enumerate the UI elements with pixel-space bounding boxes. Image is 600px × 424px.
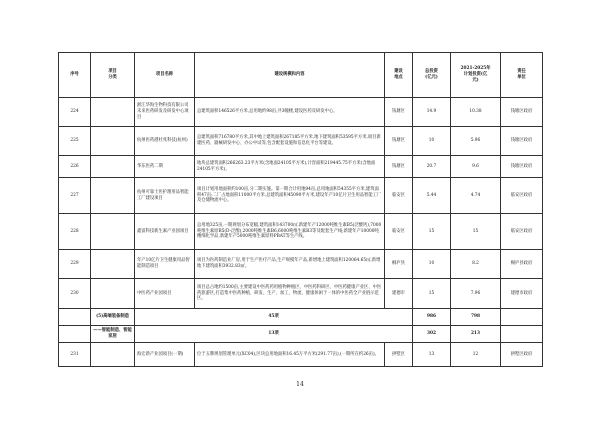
- subtotal-row-smart-manufacturing: [59, 326, 543, 343]
- row-content: 总用地325亩,一期规划分布宽幅,建筑面积143700㎡,新建年产12000吨维生素B5(泛酸钙),7000吨维生素原B5(D-泛醇),2000吨维生素B6,6000吨维生素B3等及配套生产线;新建年产10000吨精细化学品,新建年产5000吨维生素原料PBAT等生产线。: [195, 214, 385, 250]
- header-total-investment: 总投资 (亿元): [413, 53, 451, 98]
- row-total: 20.7: [413, 156, 451, 178]
- row-unit: 钱塘区政府: [501, 127, 543, 156]
- row-unit: 拱墅区政府: [501, 343, 543, 367]
- project-table: [58, 52, 543, 367]
- row-no: 231: [59, 343, 91, 367]
- row-content: 总建筑面积146526平方米,总用地约98亩,共3幢楼,建设医药及研发中心。: [195, 98, 385, 127]
- row-no: 229: [59, 250, 91, 279]
- row-category: [91, 156, 135, 178]
- subtotal-blank: [501, 326, 543, 343]
- row-content: 项目为医药制造业厂房,用于生产医疗产品,生产规模年产品,新增地上建筑面积120064.65㎡,新增地下建筑面积3932.83㎡。: [195, 250, 385, 279]
- header-plan-investment: 2021-2025年 计划投资(亿 元): [451, 53, 501, 98]
- header-location: 建设 地点: [385, 53, 413, 98]
- row-total: 10: [413, 250, 451, 279]
- row-no: 226: [59, 156, 91, 178]
- subtotal-row-high-end-equipment: [59, 309, 543, 326]
- row-location: 建德市: [385, 279, 413, 309]
- subtotal-blank: [59, 309, 91, 326]
- row-content: 项目计划用地面积约100亩,分二期实施。第一期合计用地94亩,总用地面积54355平方米,建筑面积47亩;二厂占地面积11000平方米,总建筑面积45090平方米,建设年产10亿片卫生用品智能工厂及仓储物流中心。: [195, 178, 385, 214]
- subtotal-total: 302: [413, 326, 451, 343]
- row-no: 228: [59, 214, 91, 250]
- row-content: 位于五牌规划管理单元(XC04),区块总用地面积16.45万平方米(291.77亩),(一期所在约26亩)。: [195, 343, 385, 367]
- subtotal-label: (5)高端装备制造: [91, 309, 135, 326]
- row-project-name: 浙江华海生物科技有限公司未来医药研发及研发中心项目: [135, 98, 195, 127]
- row-total: 10: [413, 127, 451, 156]
- row-location: 临安区: [385, 178, 413, 214]
- row-content: 地块总建筑面积266263.23平方米(含地面24105平方米),计容面积219445.75平方米(含地面24105平方米)。: [195, 156, 385, 178]
- row-category: [91, 250, 135, 279]
- row-unit: 临安区政府: [501, 214, 543, 250]
- row-project-name: 华东医药二期: [135, 156, 195, 178]
- subtotal-label: ——智能制造、智能家居: [91, 326, 135, 343]
- row-unit: 桐庐县政府: [501, 250, 543, 279]
- table-row: [59, 98, 543, 127]
- row-category: [91, 214, 135, 250]
- subtotal-total: 986: [413, 309, 451, 326]
- row-location: 钱塘区: [385, 98, 413, 127]
- row-plan: 10.38: [451, 98, 501, 127]
- subtotal-blank: [501, 309, 543, 326]
- row-total: 5.44: [413, 178, 451, 214]
- header-project-name: 项目名称: [135, 53, 195, 98]
- row-plan: 12: [451, 343, 501, 367]
- table-row: [59, 214, 543, 250]
- row-location: 桐庐县: [385, 250, 413, 279]
- row-unit: 钱塘区政府: [501, 156, 543, 178]
- subtotal-plan: 213: [451, 326, 501, 343]
- row-plan: 8.2: [451, 250, 501, 279]
- row-total: 13: [413, 343, 451, 367]
- subtotal-count: 13项: [135, 326, 413, 343]
- row-category: [91, 98, 135, 127]
- row-unit: 临安区政府: [501, 178, 543, 214]
- subtotal-blank: [59, 326, 91, 343]
- row-total: 14.9: [413, 98, 451, 127]
- table-row: [59, 178, 543, 214]
- row-plan: 9.6: [451, 156, 501, 178]
- row-location: 临安区: [385, 214, 413, 250]
- table-row: [59, 250, 543, 279]
- table-header-row: [59, 53, 543, 98]
- row-unit: 建德市政府: [501, 279, 543, 309]
- row-plan: 7.96: [451, 279, 501, 309]
- row-content: 总建筑面积716780平方米,其中地上建筑面积267185平方米,地下建筑面积53595平方米,项目新建医药、器械研发中心、办公中试等,包含配套设施和信息化平台等建设。: [195, 127, 385, 156]
- row-project-name: 中医药产业园项目: [135, 279, 195, 309]
- header-category: 项目 分类: [91, 53, 135, 98]
- row-category: [91, 343, 135, 367]
- subtotal-count: 45项: [135, 309, 413, 326]
- row-category: [91, 178, 135, 214]
- row-total: 15: [413, 279, 451, 309]
- row-content: 项目总占地约1500亩,主要建设中医药药用植物种植区、中医药科研区、中医药健康产业区、中医药旅游区,打造集中医药种植、研发、生产、加工、物流、健康休闲于一体的中医药全产业链示范区。: [195, 279, 385, 309]
- row-project-name: 鑫富科技新生素产业园项目: [135, 214, 195, 250]
- row-project-name: 杭州医药港杜兆科技(杭州): [135, 127, 195, 156]
- subtotal-plan: 798: [451, 309, 501, 326]
- row-category: [91, 127, 135, 156]
- row-plan: 4.74: [451, 178, 501, 214]
- row-total: 15: [413, 214, 451, 250]
- table-row: [59, 156, 543, 178]
- row-plan: 5.96: [451, 127, 501, 156]
- row-no: 227: [59, 178, 91, 214]
- table-row: [59, 279, 543, 309]
- header-content: 建设规模和内容: [195, 53, 385, 98]
- row-no: 230: [59, 279, 91, 309]
- row-no: 224: [59, 98, 91, 127]
- table-row: [59, 343, 543, 367]
- row-location: 钱塘区: [385, 127, 413, 156]
- row-location: 钱塘区: [385, 156, 413, 178]
- row-unit: 钱塘区政府: [501, 98, 543, 127]
- row-no: 225: [59, 127, 91, 156]
- row-project-name: 年产10亿片卫生健康用品智能制造项目: [135, 250, 195, 279]
- row-project-name: 海宏新产业园项目(一期): [135, 343, 195, 367]
- header-responsible-unit: 责任 单位: [501, 53, 543, 98]
- row-project-name: 杭州可靠士医护理用品智能工厂建设项目: [135, 178, 195, 214]
- table-row: [59, 127, 543, 156]
- page-number: 14: [296, 381, 304, 388]
- header-no: 序号: [59, 53, 91, 98]
- row-location: 拱墅区: [385, 343, 413, 367]
- row-category: [91, 279, 135, 309]
- row-plan: 15: [451, 214, 501, 250]
